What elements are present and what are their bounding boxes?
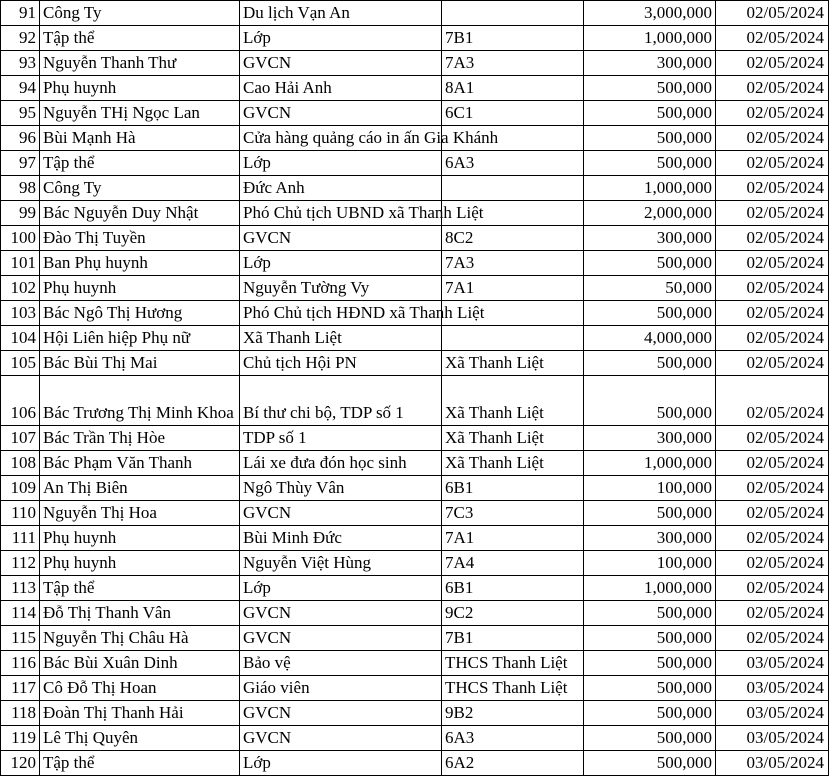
row-number-cell[interactable]: 95 (1, 101, 40, 126)
amount-cell[interactable]: 50,000 (584, 276, 716, 301)
date-cell[interactable]: 02/05/2024 (716, 101, 829, 126)
amount-cell[interactable]: 300,000 (584, 226, 716, 251)
date-cell[interactable]: 03/05/2024 (716, 651, 829, 676)
unit-cell[interactable]: 6A3 (442, 726, 584, 751)
donor-name-cell[interactable]: Bác Bùi Xuân Dinh (40, 651, 240, 676)
row-number-cell[interactable]: 98 (1, 176, 40, 201)
amount-cell[interactable]: 500,000 (584, 76, 716, 101)
donor-name-cell[interactable]: Bùi Mạnh Hà (40, 126, 240, 151)
role-cell[interactable]: Chủ tịch Hội PN (240, 351, 442, 376)
table-row (1, 651, 829, 676)
role-cell[interactable]: Bùi Minh Đức (240, 526, 442, 551)
role-cell[interactable]: Phó Chủ tịch UBND xã Thanh Liệt (240, 201, 442, 226)
role-cell[interactable]: Bí thư chi bộ, TDP số 1 (240, 376, 442, 426)
row-number-cell[interactable]: 112 (1, 551, 40, 576)
date-cell[interactable]: 02/05/2024 (716, 601, 829, 626)
table-row (1, 1, 829, 26)
amount-cell[interactable]: 300,000 (584, 51, 716, 76)
table-row (1, 26, 829, 51)
table-row (1, 676, 829, 701)
date-cell[interactable]: 02/05/2024 (716, 351, 829, 376)
role-cell[interactable]: Phó Chủ tịch HĐND xã Thanh Liệt (240, 301, 442, 326)
row-number-cell[interactable]: 109 (1, 476, 40, 501)
donor-name-cell[interactable]: Tập thể (40, 751, 240, 776)
amount-cell[interactable]: 500,000 (584, 751, 716, 776)
unit-cell[interactable]: Xã Thanh Liệt (442, 376, 584, 426)
date-cell[interactable]: 02/05/2024 (716, 26, 829, 51)
donor-name-cell[interactable]: Lê Thị Quyên (40, 726, 240, 751)
date-cell[interactable]: 02/05/2024 (716, 326, 829, 351)
row-number-cell[interactable]: 103 (1, 301, 40, 326)
amount-cell[interactable]: 500,000 (584, 626, 716, 651)
table-row (1, 726, 829, 751)
row-number-cell[interactable]: 110 (1, 501, 40, 526)
unit-cell[interactable]: 7A4 (442, 551, 584, 576)
donor-name-cell[interactable]: Cô Đỗ Thị Hoan (40, 676, 240, 701)
role-cell[interactable]: Giáo viên (240, 676, 442, 701)
date-cell[interactable]: 02/05/2024 (716, 276, 829, 301)
unit-cell[interactable]: 6A3 (442, 151, 584, 176)
amount-cell[interactable]: 500,000 (584, 101, 716, 126)
row-number-cell[interactable]: 99 (1, 201, 40, 226)
row-number-cell[interactable]: 92 (1, 26, 40, 51)
unit-cell[interactable]: 7C3 (442, 501, 584, 526)
amount-cell[interactable]: 500,000 (584, 501, 716, 526)
row-number-cell[interactable]: 114 (1, 601, 40, 626)
table-row (1, 551, 829, 576)
row-number-cell[interactable]: 115 (1, 626, 40, 651)
amount-cell[interactable]: 500,000 (584, 726, 716, 751)
amount-cell[interactable]: 4,000,000 (584, 326, 716, 351)
amount-cell[interactable]: 500,000 (584, 251, 716, 276)
donor-name-cell[interactable]: Phụ huynh (40, 526, 240, 551)
amount-cell[interactable]: 300,000 (584, 526, 716, 551)
row-number-cell[interactable]: 119 (1, 726, 40, 751)
donor-name-cell[interactable]: Bác Phạm Văn Thanh (40, 451, 240, 476)
donor-name-cell[interactable]: Hội Liên hiệp Phụ nữ (40, 326, 240, 351)
role-cell[interactable]: Lớp (240, 751, 442, 776)
date-cell[interactable]: 02/05/2024 (716, 301, 829, 326)
row-number-cell[interactable]: 118 (1, 701, 40, 726)
table-row (1, 476, 829, 501)
unit-cell[interactable]: 7A1 (442, 276, 584, 301)
amount-cell[interactable]: 500,000 (584, 126, 716, 151)
row-number-cell[interactable]: 108 (1, 451, 40, 476)
table-row (1, 626, 829, 651)
donor-name-cell[interactable]: Tập thể (40, 151, 240, 176)
donor-name-cell[interactable]: Bác Trương Thị Minh Khoa (40, 376, 240, 426)
row-number-cell[interactable]: 104 (1, 326, 40, 351)
table-row (1, 151, 829, 176)
role-cell[interactable]: Cửa hàng quảng cáo in ấn Gia Khánh (240, 126, 442, 151)
role-cell[interactable]: GVCN (240, 726, 442, 751)
unit-cell[interactable] (442, 176, 584, 201)
unit-cell[interactable]: 7A3 (442, 51, 584, 76)
role-cell[interactable]: Lái xe đưa đón học sinh (240, 451, 442, 476)
donor-name-cell[interactable]: Ban Phụ huynh (40, 251, 240, 276)
amount-cell[interactable]: 3,000,000 (584, 1, 716, 26)
donor-name-cell[interactable]: Công Ty (40, 176, 240, 201)
date-cell[interactable]: 02/05/2024 (716, 176, 829, 201)
amount-cell[interactable]: 100,000 (584, 476, 716, 501)
unit-cell[interactable]: 7A3 (442, 251, 584, 276)
table-row (1, 451, 829, 476)
unit-cell[interactable]: 7B1 (442, 626, 584, 651)
donor-name-cell[interactable]: Đào Thị Tuyền (40, 226, 240, 251)
row-number-cell[interactable]: 96 (1, 126, 40, 151)
table-row (1, 201, 829, 226)
amount-cell[interactable]: 500,000 (584, 601, 716, 626)
date-cell[interactable]: 02/05/2024 (716, 76, 829, 101)
role-cell[interactable]: Xã Thanh Liệt (240, 326, 442, 351)
date-cell[interactable]: 02/05/2024 (716, 551, 829, 576)
table-row (1, 376, 829, 426)
table-row (1, 501, 829, 526)
unit-cell[interactable]: Xã Thanh Liệt (442, 351, 584, 376)
date-cell[interactable]: 02/05/2024 (716, 501, 829, 526)
amount-cell[interactable]: 1,000,000 (584, 451, 716, 476)
date-cell[interactable]: 02/05/2024 (716, 201, 829, 226)
amount-cell[interactable]: 500,000 (584, 351, 716, 376)
row-number-cell[interactable]: 100 (1, 226, 40, 251)
row-number-cell[interactable]: 116 (1, 651, 40, 676)
role-cell[interactable]: Lớp (240, 251, 442, 276)
unit-cell[interactable]: 6B1 (442, 576, 584, 601)
amount-cell[interactable]: 100,000 (584, 551, 716, 576)
amount-cell[interactable]: 1,000,000 (584, 576, 716, 601)
donor-name-cell[interactable]: Công Ty (40, 1, 240, 26)
date-cell[interactable]: 02/05/2024 (716, 576, 829, 601)
donor-name-cell[interactable]: Nguyễn Thị Châu Hà (40, 626, 240, 651)
donor-name-cell[interactable]: Nguyễn Thị Hoa (40, 501, 240, 526)
unit-cell[interactable]: THCS Thanh Liệt (442, 651, 584, 676)
date-cell[interactable]: 03/05/2024 (716, 726, 829, 751)
donor-name-cell[interactable]: An Thị Biên (40, 476, 240, 501)
date-cell[interactable]: 02/05/2024 (716, 126, 829, 151)
unit-cell[interactable]: 9B2 (442, 701, 584, 726)
donor-name-cell[interactable]: Nguyễn Thanh Thư (40, 51, 240, 76)
date-cell[interactable]: 02/05/2024 (716, 151, 829, 176)
amount-cell[interactable]: 300,000 (584, 426, 716, 451)
donor-name-cell[interactable]: Tập thể (40, 26, 240, 51)
date-cell[interactable]: 02/05/2024 (716, 376, 829, 426)
role-cell[interactable]: GVCN (240, 226, 442, 251)
table-row (1, 526, 829, 551)
date-cell[interactable]: 02/05/2024 (716, 526, 829, 551)
donor-name-cell[interactable]: Bác Bùi Thị Mai (40, 351, 240, 376)
role-cell[interactable]: GVCN (240, 501, 442, 526)
date-cell[interactable]: 02/05/2024 (716, 426, 829, 451)
role-cell[interactable]: Cao Hải Anh (240, 76, 442, 101)
donor-name-cell[interactable]: Phụ huynh (40, 276, 240, 301)
donor-name-cell[interactable]: Bác Nguyễn Duy Nhật (40, 201, 240, 226)
date-cell[interactable]: 02/05/2024 (716, 51, 829, 76)
table-row (1, 251, 829, 276)
role-cell[interactable]: Du lịch Vạn An (240, 1, 442, 26)
role-cell[interactable]: Bảo vệ (240, 651, 442, 676)
amount-cell[interactable]: 500,000 (584, 301, 716, 326)
unit-cell[interactable] (442, 1, 584, 26)
unit-cell[interactable]: Xã Thanh Liệt (442, 451, 584, 476)
amount-cell[interactable]: 1,000,000 (584, 26, 716, 51)
donor-name-cell[interactable]: Nguyễn THị Ngọc Lan (40, 101, 240, 126)
table-row (1, 351, 829, 376)
row-number-cell[interactable]: 102 (1, 276, 40, 301)
row-number-cell[interactable]: 120 (1, 751, 40, 776)
date-cell[interactable]: 02/05/2024 (716, 251, 829, 276)
donor-name-cell[interactable]: Phụ huynh (40, 551, 240, 576)
date-cell[interactable]: 02/05/2024 (716, 226, 829, 251)
amount-cell[interactable]: 500,000 (584, 676, 716, 701)
date-cell[interactable]: 03/05/2024 (716, 676, 829, 701)
role-cell[interactable]: GVCN (240, 601, 442, 626)
role-cell[interactable]: Nguyễn Việt Hùng (240, 551, 442, 576)
row-number-cell[interactable]: 94 (1, 76, 40, 101)
date-cell[interactable]: 02/05/2024 (716, 1, 829, 26)
row-number-cell[interactable]: 91 (1, 1, 40, 26)
date-cell[interactable]: 02/05/2024 (716, 626, 829, 651)
row-number-cell[interactable]: 93 (1, 51, 40, 76)
table-row (1, 326, 829, 351)
donor-name-cell[interactable]: Phụ huynh (40, 76, 240, 101)
table-row (1, 76, 829, 101)
unit-cell[interactable]: 7A1 (442, 526, 584, 551)
row-number-cell[interactable]: 107 (1, 426, 40, 451)
role-cell[interactable]: TDP số 1 (240, 426, 442, 451)
amount-cell[interactable]: 2,000,000 (584, 201, 716, 226)
row-number-cell[interactable]: 106 (1, 376, 40, 426)
table-body (1, 1, 829, 776)
row-number-cell[interactable]: 117 (1, 676, 40, 701)
unit-cell[interactable]: 9C2 (442, 601, 584, 626)
table-row (1, 701, 829, 726)
date-cell[interactable]: 03/05/2024 (716, 751, 829, 776)
role-cell[interactable]: GVCN (240, 101, 442, 126)
amount-cell[interactable]: 500,000 (584, 651, 716, 676)
unit-cell[interactable]: 8A1 (442, 76, 584, 101)
role-cell[interactable]: Lớp (240, 576, 442, 601)
date-cell[interactable]: 02/05/2024 (716, 476, 829, 501)
role-cell[interactable]: Đức Anh (240, 176, 442, 201)
amount-cell[interactable]: 500,000 (584, 376, 716, 426)
amount-cell[interactable]: 500,000 (584, 701, 716, 726)
unit-cell[interactable] (442, 326, 584, 351)
date-cell[interactable]: 02/05/2024 (716, 451, 829, 476)
donor-name-cell[interactable]: Đỗ Thị Thanh Vân (40, 601, 240, 626)
unit-cell[interactable]: 8C2 (442, 226, 584, 251)
unit-cell[interactable]: THCS Thanh Liệt (442, 676, 584, 701)
table-row (1, 751, 829, 776)
donor-name-cell[interactable]: Tập thể (40, 576, 240, 601)
role-cell[interactable]: Ngô Thùy Vân (240, 476, 442, 501)
donor-name-cell[interactable]: Bác Ngô Thị Hương (40, 301, 240, 326)
unit-cell[interactable]: Xã Thanh Liệt (442, 426, 584, 451)
date-cell[interactable]: 03/05/2024 (716, 701, 829, 726)
table-row (1, 101, 829, 126)
unit-cell[interactable]: 6C1 (442, 101, 584, 126)
row-number-cell[interactable]: 113 (1, 576, 40, 601)
amount-cell[interactable]: 500,000 (584, 151, 716, 176)
amount-cell[interactable]: 1,000,000 (584, 176, 716, 201)
unit-cell[interactable]: 6B1 (442, 476, 584, 501)
table-row (1, 601, 829, 626)
role-cell[interactable]: Nguyễn Tường Vy (240, 276, 442, 301)
role-cell[interactable]: Lớp (240, 26, 442, 51)
row-number-cell[interactable]: 111 (1, 526, 40, 551)
table-row (1, 226, 829, 251)
donor-name-cell[interactable]: Bác Trần Thị Hòe (40, 426, 240, 451)
donor-name-cell[interactable]: Đoàn Thị Thanh Hải (40, 701, 240, 726)
table-row (1, 276, 829, 301)
table-row (1, 301, 829, 326)
row-number-cell[interactable]: 101 (1, 251, 40, 276)
row-number-cell[interactable]: 97 (1, 151, 40, 176)
role-cell[interactable]: GVCN (240, 626, 442, 651)
role-cell[interactable]: GVCN (240, 701, 442, 726)
unit-cell[interactable]: 6A2 (442, 751, 584, 776)
table-row (1, 51, 829, 76)
unit-cell[interactable]: 7B1 (442, 26, 584, 51)
role-cell[interactable]: GVCN (240, 51, 442, 76)
table-row (1, 176, 829, 201)
row-number-cell[interactable]: 105 (1, 351, 40, 376)
table-row (1, 126, 829, 151)
table-row (1, 426, 829, 451)
table-row (1, 576, 829, 601)
role-cell[interactable]: Lớp (240, 151, 442, 176)
